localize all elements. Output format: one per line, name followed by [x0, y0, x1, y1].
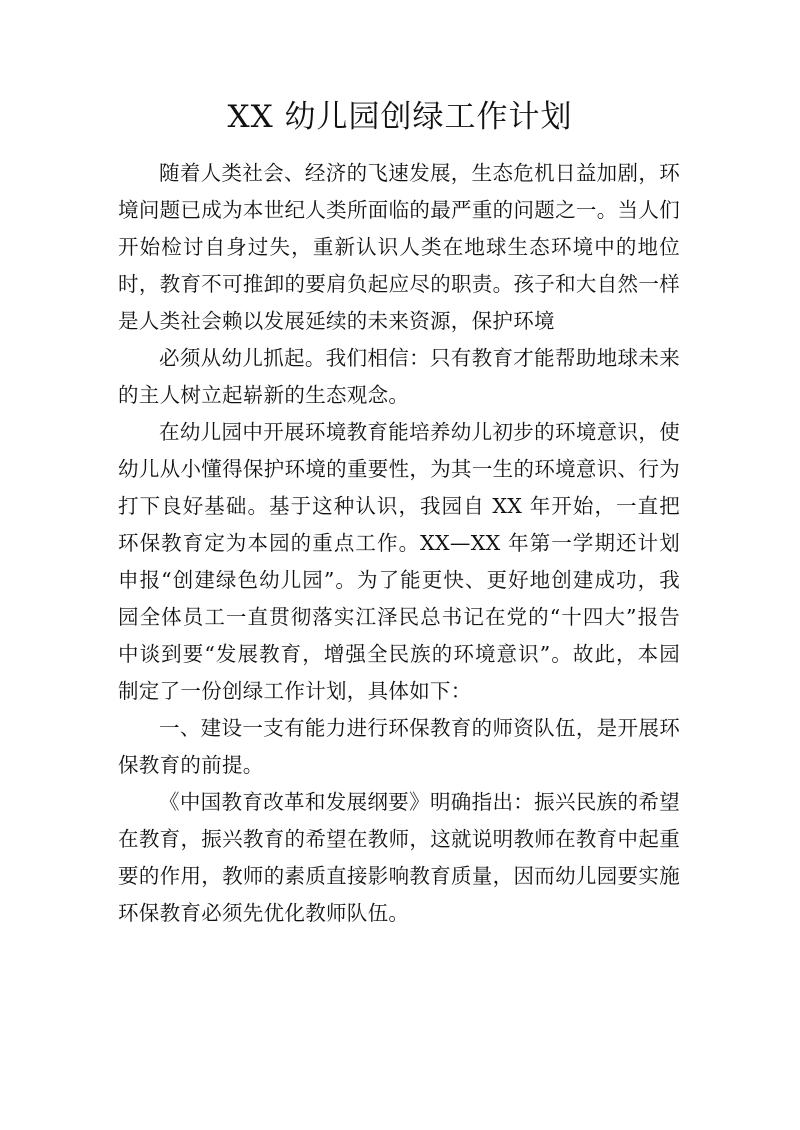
paragraph-section-one-heading: 一、建设一支有能力进行环保教育的师资队伍，是开展环保教育的前提。 [118, 716, 680, 777]
paragraph-section-one-body: 《中国教育改革和发展纲要》明确指出：振兴民族的希望在教育，振兴教育的希望在教师，这就说明教师在教育中起重要的作用，教师的素质直接影响教育质量，因而幼儿园要实施环保教育必须先优化教师队伍。 [118, 790, 680, 925]
document-title: XX 幼儿园创绿工作计划 [227, 99, 573, 135]
paragraph-intro: 随着人类社会、经济的飞速发展，生态危机日益加剧，环境问题已成为本世纪人类所面临的最严重的问题之一。当人们开始检讨自身过失，重新认识人类在地球生态环境中的地位时，教育不可推卸的要肩负起应尽的职责。孩子和大自然一样是人类社会赖以发展延续的未来资源，保护环境 [118, 161, 680, 333]
paragraph-start-early: 必须从幼儿抓起。我们相信：只有教育才能帮助地球未来的主人树立起崭新的生态观念。 [118, 346, 680, 407]
document-body [118, 155, 680, 932]
paragraph-background: 在幼儿园中开展环境教育能培养幼儿初步的环境意识，使幼儿从小懂得保护环境的重要性，为其一生的环境意识、行为打下良好基础。基于这种认识，我园自 XX 年开始，一直把环保教育定为本园的重点工作。XX—XX 年第一学期还计划申报“创建绿色幼儿园”。为了能更快、更好地创建成功，我园全体员工一直贯彻落实江泽民总书记在党的“十四大”报告中谈到要“发展教育，增强全民族的环境意识”。故此，本园制定了一份创绿工作计划，具体如下： [118, 420, 680, 703]
